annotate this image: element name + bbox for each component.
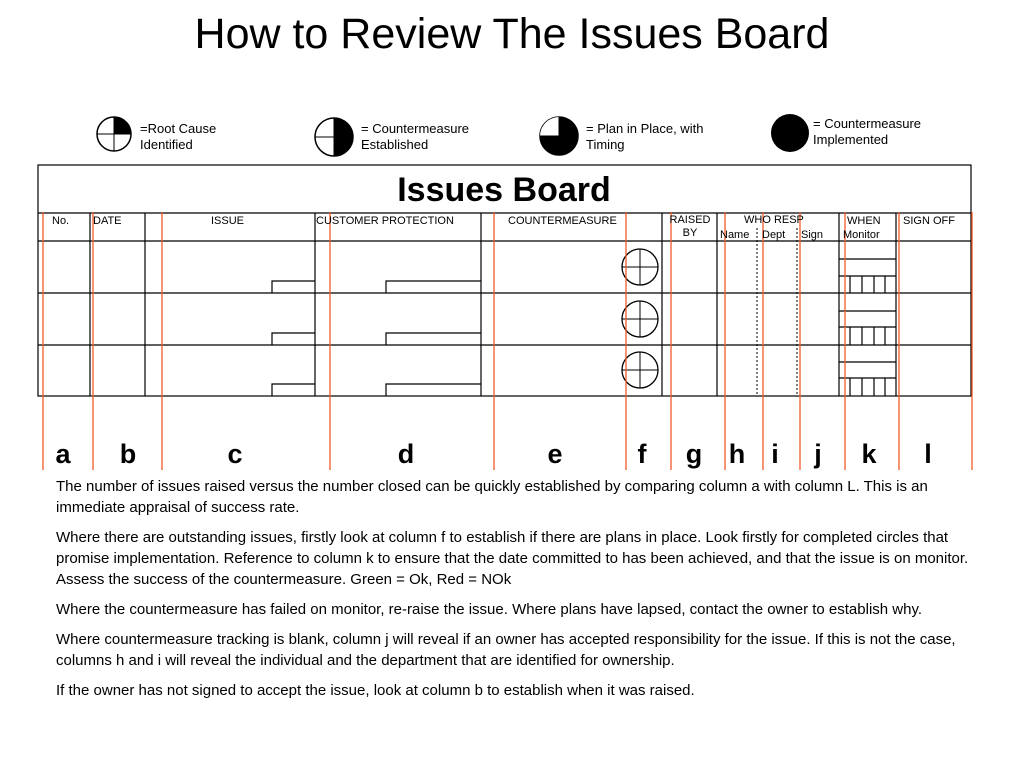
instruction-paragraph: The number of issues raised versus the number closed can be quickly established by comparing column a with column L. This is an immediate appraisal of success rate.: [56, 478, 928, 516]
legend-label: = Countermeasure Implemented: [813, 116, 922, 147]
instruction-paragraph: If the owner has not signed to accept the issue, look at column b to establish when it was raised.: [56, 682, 695, 699]
column-letter: l: [924, 439, 932, 469]
page-title: How to Review The Issues Board: [194, 10, 830, 58]
header-raised-by: RAISED BY: [669, 214, 711, 239]
instruction-paragraph: Where countermeasure tracking is blank, column j will reveal if an owner has accepted responsibility for the issue. If this is not the case, columns h and i will reveal the individual and the department that are identified for ownership.: [56, 631, 956, 669]
legend-label: = Countermeasure Established: [361, 121, 470, 152]
header-who-resp: WHO RESP: [744, 214, 804, 226]
column-letter: h: [728, 439, 746, 469]
column-letter: k: [861, 439, 877, 469]
column-letter: f: [637, 439, 647, 469]
legend-label: =Root Cause Identified: [140, 121, 217, 152]
header-monitor: Monitor: [843, 229, 880, 241]
column-letter: c: [227, 439, 243, 469]
column-letter: b: [119, 439, 137, 469]
instruction-paragraph: Where the countermeasure has failed on monitor, re-raise the issue. Where plans have lapsed, contact the owner to establish why.: [56, 601, 923, 618]
header-customer-protection: CUSTOMER PROTECTION: [316, 215, 454, 227]
header-date: DATE: [93, 215, 122, 227]
column-letter: j: [814, 439, 822, 469]
column-letter: e: [547, 439, 563, 469]
header-no: No.: [52, 215, 70, 227]
legend-label: = Plan in Place, with Timing: [586, 121, 704, 152]
header-countermeasure: COUNTERMEASURE: [508, 215, 617, 227]
column-letter: g: [685, 439, 703, 469]
header-sign: Sign: [801, 229, 824, 241]
header-dept: Dept: [762, 229, 786, 241]
header-issue: ISSUE: [211, 215, 245, 227]
header-name: Name: [720, 229, 750, 241]
instruction-paragraph: Where there are outstanding issues, firstly look at column f to establish if there are plans in place. Look firstly for completed circles that promise implementation. Reference to column k to ensure that the date committed to has been achieved, and that the issue is on monitor. Assess the success of the countermeasure. Green = Ok, Red = NOk: [56, 529, 969, 588]
board-title: Issues Board: [397, 171, 611, 209]
column-letter: a: [55, 439, 71, 469]
review-instructions: [56, 476, 976, 710]
header-when: WHEN: [847, 215, 881, 227]
header-sign-off: SIGN OFF: [903, 215, 955, 227]
column-letter: d: [397, 439, 415, 469]
column-letter: i: [771, 439, 779, 469]
